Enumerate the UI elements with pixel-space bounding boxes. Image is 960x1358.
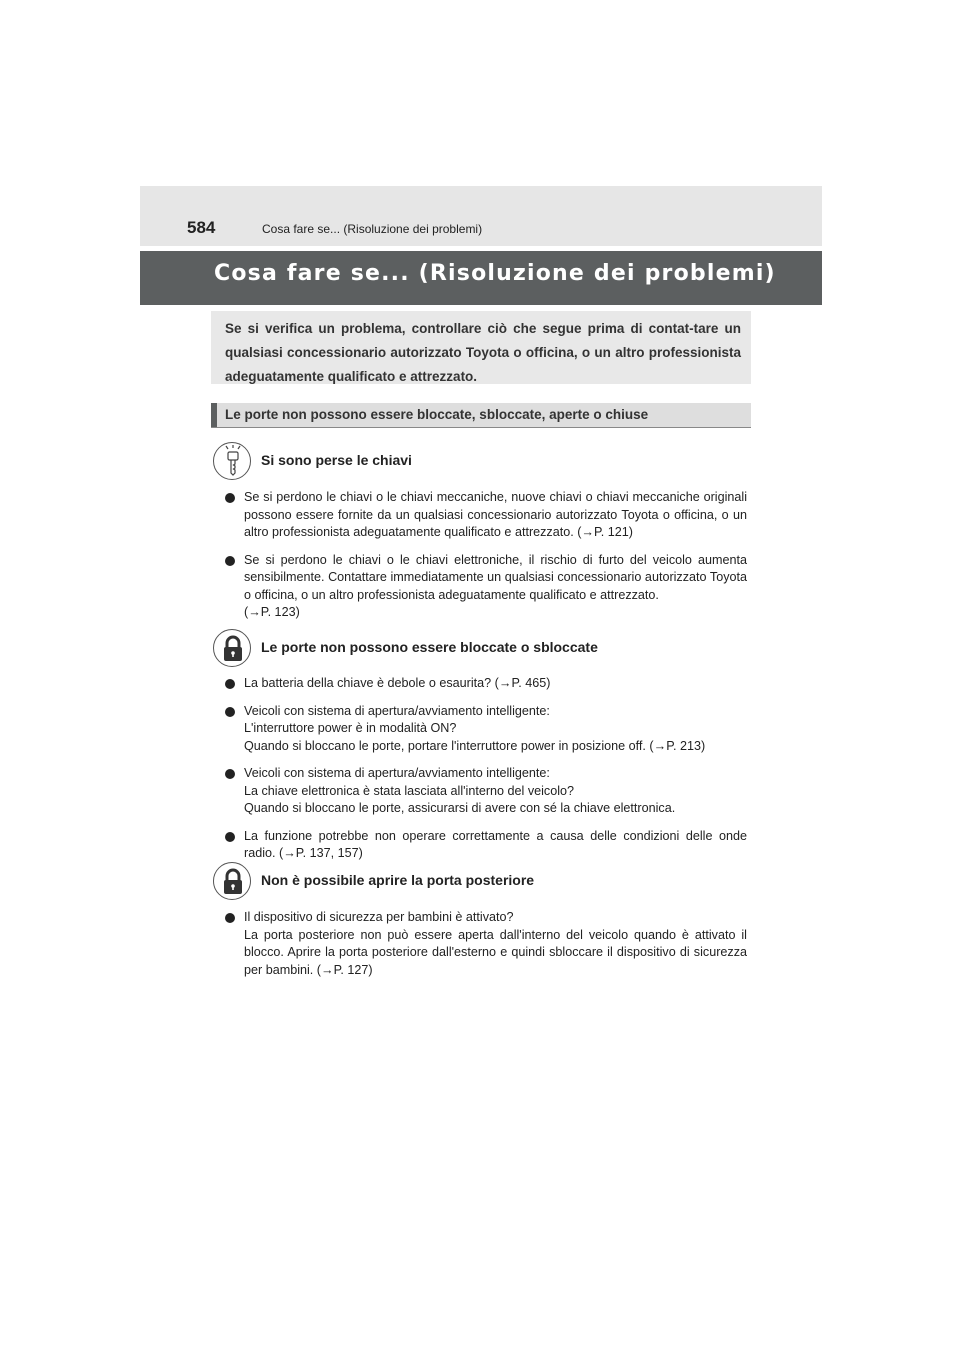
section-label: Le porte non possono essere bloccate, sbloccate, aperte o chiuse [225, 407, 649, 422]
bullet-dot [225, 707, 235, 717]
bullet-list-doors-lock [225, 675, 747, 873]
list-item: Il dispositivo di sicurezza per bambini è attivato? La porta posteriore non può essere aperta dall'interno del veicolo quando è attivato il blocco. Aprire la porta posteriore dall'esterno e quindi sbloccare il dispositivo di sicurezza per bambini. (→P. 127) [225, 909, 747, 979]
bullet-list-lost-keys [225, 489, 747, 632]
bullet-dot [225, 493, 235, 503]
bullet-dot [225, 913, 235, 923]
subsection-title: Non è possibile aprire la porta posteriore [261, 872, 535, 888]
padlock-icon [213, 862, 251, 900]
bullet-dot [225, 556, 235, 566]
page-number: 584 [187, 218, 216, 237]
bullet-dot [225, 679, 235, 689]
list-item: Se si perdono le chiavi o le chiavi meccaniche, nuove chiavi o chiavi meccaniche originali possono essere fornite da un qualsiasi concessionario autorizzato Toyota o officina, o un altro professionista adeguatamente qualificato e attrezzato. (→P. 121) [225, 489, 747, 542]
header-band [140, 186, 822, 246]
intro-box: Se si verifica un problema, controllare ciò che segue prima di contat-tare un qualsiasi concessionario autorizzato Toyota o officina, o un altro professionista adeguatamente qualificato e attrezzato. [211, 311, 751, 384]
list-item: La batteria della chiave è debole o esaurita? (→P. 465) [225, 675, 747, 693]
key-icon [213, 442, 251, 480]
section-heading [211, 403, 751, 428]
list-item: Veicoli con sistema di apertura/avviamento intelligente: La chiave elettronica è stata lasciata all'interno del veicolo? Quando si bloccano le porte, assicurarsi di avere con sé la chiave elettronica. [225, 765, 747, 818]
list-item: La funzione potrebbe non operare correttamente a causa delle condizioni delle onde radio. (→P. 137, 157) [225, 828, 747, 863]
bullet-dot [225, 832, 235, 842]
subsection-title: Si sono perse le chiavi [261, 452, 412, 468]
bullet-list-back-door [225, 909, 747, 989]
list-item: Veicoli con sistema di apertura/avviamento intelligente: L'interruttore power è in modalità ON? Quando si bloccano le porte, portare l'interruttore power in posizione off. (→P. 213) [225, 703, 747, 756]
running-title: Cosa fare se... (Risoluzione dei problemi) [262, 222, 483, 236]
padlock-icon [213, 629, 251, 667]
title-band [140, 251, 822, 305]
section-accent [211, 403, 217, 427]
bullet-dot [225, 769, 235, 779]
page-title: Cosa fare se... (Risoluzione dei problemi) [214, 261, 776, 286]
subsection-title: Le porte non possono essere bloccate o sbloccate [261, 639, 598, 655]
list-item: Se si perdono le chiavi o le chiavi elettroniche, il rischio di furto del veicolo aumenta sensibilmente. Contattare immediatamente un qualsiasi concessionario autorizzato Toyota o officina, o un altro professionista adeguatamente qualificato e attrezzato. (→P. 123) [225, 552, 747, 622]
